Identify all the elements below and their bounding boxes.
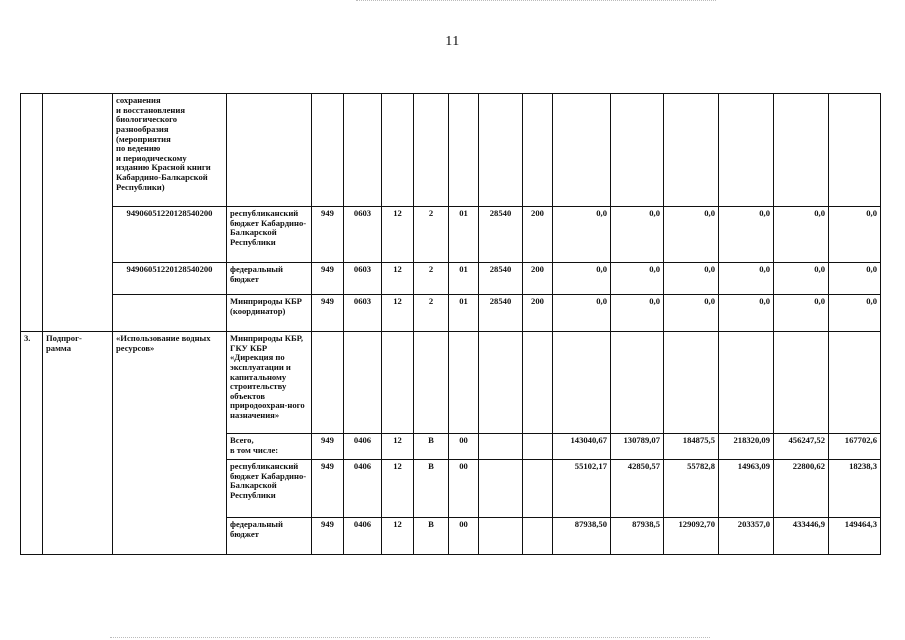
cell-subprogram: 2 — [414, 207, 449, 263]
cell-value-4: 218320,09 — [719, 434, 774, 460]
cell-rzpr: 0603 — [344, 295, 382, 332]
cell-value-3: 0,0 — [664, 295, 719, 332]
table-row — [21, 207, 881, 263]
cell-value-2: 42850,57 — [611, 460, 664, 518]
cell-grbs: 949 — [312, 207, 344, 263]
cell-value-1: 0,0 — [553, 263, 611, 295]
cell-value-6: 149464,3 — [829, 518, 881, 555]
cell-value-4: 0,0 — [719, 207, 774, 263]
cell-no — [21, 94, 43, 332]
cell-rzpr: 0603 — [344, 207, 382, 263]
cell-value-5: 0,0 — [774, 295, 829, 332]
cell-value-5: 0,0 — [774, 207, 829, 263]
cell-value-2: 0,0 — [611, 263, 664, 295]
cell-value-6: 0,0 — [829, 263, 881, 295]
cell-program: 12 — [382, 295, 414, 332]
cell-value-1: 0,0 — [553, 207, 611, 263]
cell-value-3: 55782,8 — [664, 460, 719, 518]
cell-subprogram: 2 — [414, 295, 449, 332]
cell-status: Подпрог- рамма — [43, 332, 113, 555]
cell-funding-source: республиканский бюджет Кабардино-Балкарской Республики — [227, 207, 312, 263]
cell-no: 3. — [21, 332, 43, 555]
cell-program: 12 — [382, 518, 414, 555]
cell-grbs: 949 — [312, 263, 344, 295]
cell-event: 01 — [449, 295, 479, 332]
cell-subprogram: В — [414, 460, 449, 518]
cell-funding-source: Минприроды КБР, ГКУ КБР «Дирекция по эксплуатации и капитальному строительству объектов природоохран-ного назначения» — [227, 332, 312, 434]
cell-expense-type: 200 — [523, 207, 553, 263]
cell-funding-source: федеральный бюджет — [227, 263, 312, 295]
scan-artifact-top — [356, 0, 716, 4]
table-row — [21, 263, 881, 295]
cell-subprogram: В — [414, 518, 449, 555]
table-row — [21, 94, 881, 207]
cell-program: 12 — [382, 460, 414, 518]
cell-event: 01 — [449, 263, 479, 295]
cell-value-6: 18238,3 — [829, 460, 881, 518]
scan-artifact-bottom — [110, 634, 710, 638]
cell-value-1: 87938,50 — [553, 518, 611, 555]
table-row — [21, 332, 881, 434]
cell-value-4: 0,0 — [719, 263, 774, 295]
cell-rzpr: 0406 — [344, 518, 382, 555]
cell-grbs: 949 — [312, 460, 344, 518]
cell-expense-type: 200 — [523, 263, 553, 295]
cell-event: 00 — [449, 460, 479, 518]
page-number: 11 — [445, 34, 460, 49]
cell-value-3: 0,0 — [664, 263, 719, 295]
cell-value-6: 0,0 — [829, 207, 881, 263]
cell-program: 12 — [382, 434, 414, 460]
cell-value-3: 129092,70 — [664, 518, 719, 555]
cell-budget-code: 94906051220128540200 — [113, 263, 227, 295]
cell-direction: 28540 — [479, 207, 523, 263]
cell-value-6: 167702,6 — [829, 434, 881, 460]
cell-rzpr: 0603 — [344, 263, 382, 295]
cell-grbs: 949 — [312, 295, 344, 332]
cell-value-1: 143040,67 — [553, 434, 611, 460]
cell-description: сохранения и восстановления биологического разнообразия (мероприятия по ведению и периодическому изданию Красной книги Кабардино-Балкарской Республики) — [113, 94, 227, 207]
cell-funding-source: федеральный бюджет — [227, 518, 312, 555]
cell-value-2: 87938,5 — [611, 518, 664, 555]
cell-value-5: 456247,52 — [774, 434, 829, 460]
cell-event: 00 — [449, 434, 479, 460]
cell-rzpr: 0406 — [344, 460, 382, 518]
cell-funding-source: Всего, в том числе: — [227, 434, 312, 460]
cell-funding-source: Минприроды КБР (координатор) — [227, 295, 312, 332]
cell-status — [43, 94, 113, 332]
cell-budget-code: 94906051220128540200 — [113, 207, 227, 263]
cell-value-4: 203357,0 — [719, 518, 774, 555]
cell-value-5: 22800,62 — [774, 460, 829, 518]
cell-value-2: 130789,07 — [611, 434, 664, 460]
cell-program: 12 — [382, 263, 414, 295]
cell-value-6: 0,0 — [829, 295, 881, 332]
cell-grbs: 949 — [312, 434, 344, 460]
cell-expense-type: 200 — [523, 295, 553, 332]
budget-table — [20, 93, 881, 555]
cell-value-5: 433446,9 — [774, 518, 829, 555]
cell-value-2: 0,0 — [611, 295, 664, 332]
cell-budget-code — [113, 295, 227, 332]
cell-direction: 28540 — [479, 295, 523, 332]
cell-event: 00 — [449, 518, 479, 555]
cell-rzpr: 0406 — [344, 434, 382, 460]
cell-grbs: 949 — [312, 518, 344, 555]
cell-program: 12 — [382, 207, 414, 263]
cell-subprogram: В — [414, 434, 449, 460]
cell-subprogram: 2 — [414, 263, 449, 295]
cell-value-1: 0,0 — [553, 295, 611, 332]
cell-value-4: 0,0 — [719, 295, 774, 332]
cell-direction: 28540 — [479, 263, 523, 295]
cell-value-5: 0,0 — [774, 263, 829, 295]
table-row — [21, 295, 881, 332]
cell-value-3: 0,0 — [664, 207, 719, 263]
cell-description: «Использование водных ресурсов» — [113, 332, 227, 555]
cell-value-2: 0,0 — [611, 207, 664, 263]
cell-value-1: 55102,17 — [553, 460, 611, 518]
cell-event: 01 — [449, 207, 479, 263]
cell-funding-source: республиканский бюджет Кабардино-Балкарской Республики — [227, 460, 312, 518]
cell-value-3: 184875,5 — [664, 434, 719, 460]
cell-value-4: 14963,09 — [719, 460, 774, 518]
